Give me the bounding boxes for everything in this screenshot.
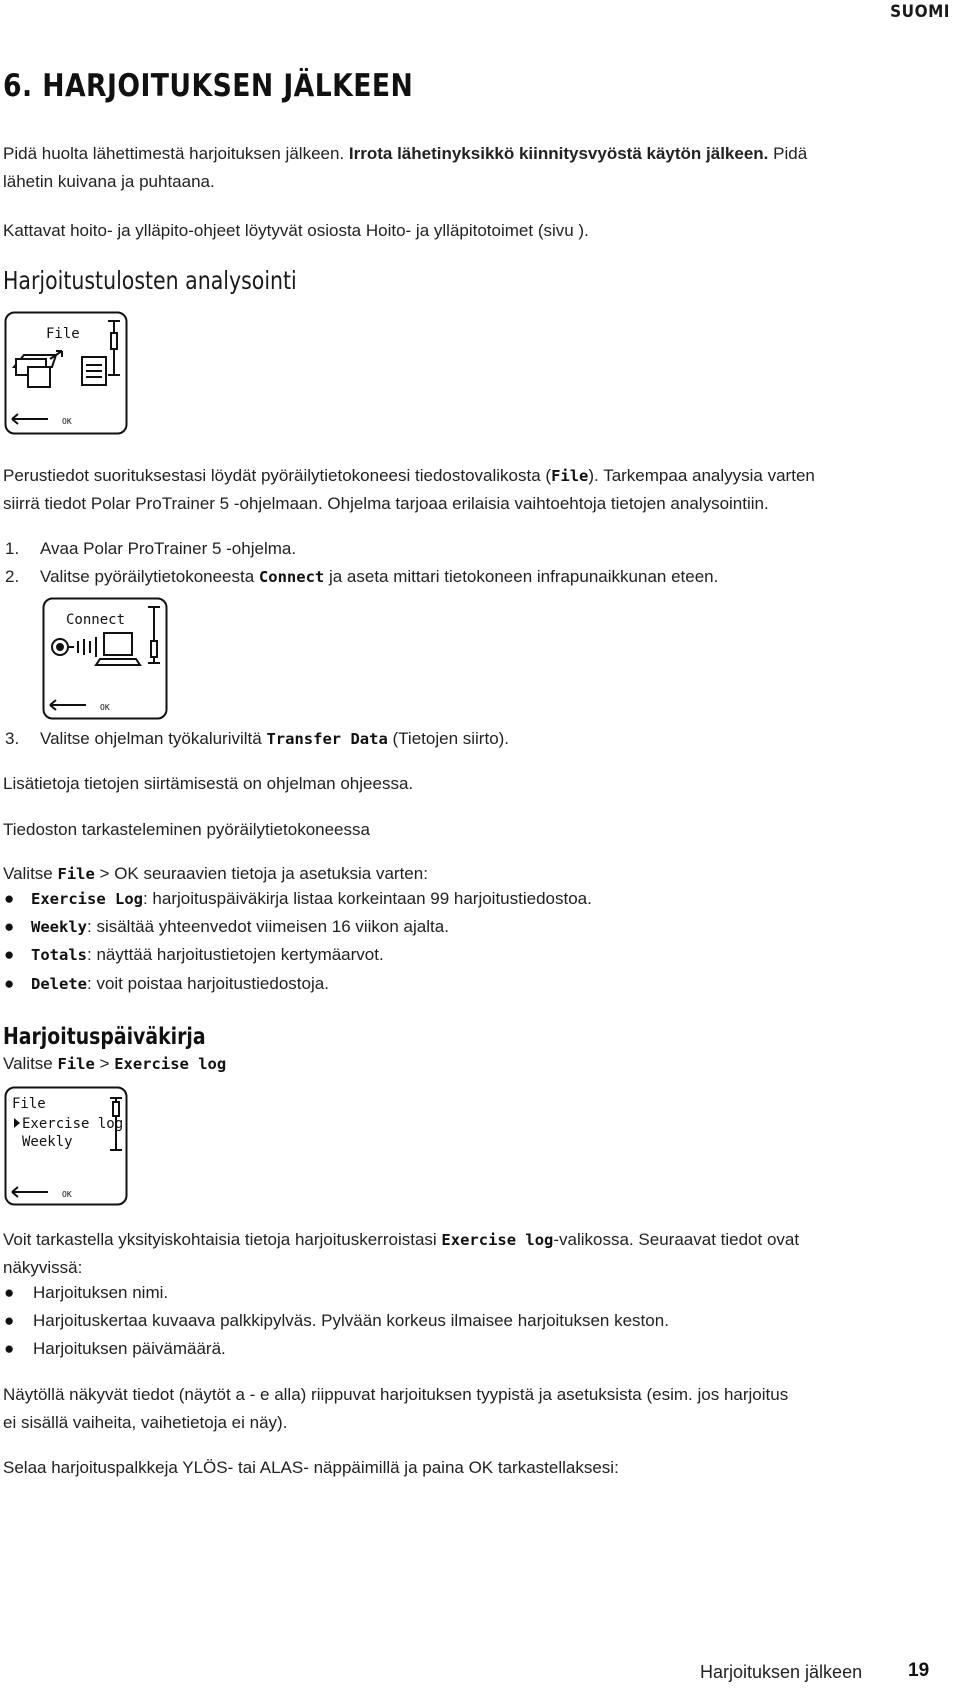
bullet-icon: ● (4, 889, 15, 908)
bullet-icon: ● (4, 1283, 15, 1302)
lcd-connect-title: Connect (66, 612, 126, 628)
display-info-paragraph: Näytöllä näkyvät tiedot (näytöt a - e alla) riippuvat harjoituksen tyypistä ja asetuksista (esim. jos harjoitus ei sisällä vaiheita, vaihetietoja ei näy). (3, 1385, 789, 1432)
step-2: Valitse pyöräilytietokoneesta Connect ja aseta mittari tietokoneen infrapunaikkunan eteen. (40, 567, 719, 586)
file-viewing-subheading: Tiedoston tarkasteleminen pyöräilytietokoneessa (3, 820, 370, 839)
language-label: SUOMI (890, 2, 950, 22)
step-1: Avaa Polar ProTrainer 5 -ohjelma. (40, 539, 297, 558)
chapter-title: 6. HARJOITUKSEN JÄLKEEN (3, 68, 414, 104)
lcd-ok-label: OK (100, 703, 110, 712)
section-title-analysis: Harjoitustulosten analysointi (3, 266, 297, 295)
lcd-connect-screen (42, 597, 168, 720)
log-select-instruction: Valitse File > Exercise log (3, 1054, 227, 1073)
lcd-file-menu-screen (4, 1086, 128, 1206)
lcd-menu-title: File (12, 1096, 46, 1112)
list-item-totals: Totals: näyttää harjoitustietojen kertymäarvot. (31, 945, 384, 964)
list-item-weekly: Weekly: sisältää yhteenvedot viimeisen 16 viikon ajalta. (31, 917, 449, 936)
step-3: Valitse ohjelman työkaluriviltä Transfer Data (Tietojen siirto). (40, 729, 510, 748)
analysis-paragraph: Perustiedot suorituksestasi löydät pyöräilytietokoneesi tiedostovalikosta (File). Tarkempaa analyysia varten siirrä tiedot Polar ProTrainer 5 -ohjelmaan. Ohjelma tarjoaa erilaisia vaihtoehtoja tietojen analysointiin. (3, 466, 815, 513)
list-item-delete: Delete: voit poistaa harjoitustiedostoja. (31, 974, 329, 993)
bullet-icon: ● (4, 1339, 15, 1358)
step-number-3: 3. (5, 729, 20, 748)
lcd-menu-item-1: Exercise log (22, 1116, 124, 1132)
bullet-icon: ● (4, 1311, 15, 1330)
step-number-2: 2. (5, 567, 20, 586)
bullet-icon: ● (4, 945, 15, 964)
list-item-bar-chart: Harjoituskertaa kuvaava palkkipylväs. Pylvään korkeus ilmaisee harjoituksen keston. (33, 1311, 669, 1330)
section-title-log: Harjoituspäiväkirja (3, 1024, 206, 1050)
step-number-1: 1. (5, 539, 20, 558)
lcd-file-title: File (46, 326, 80, 342)
list-item-date: Harjoituksen päivämäärä. (33, 1339, 226, 1358)
more-info-text: Lisätietoja tietojen siirtämisestä on ohjelman ohjeessa. (3, 774, 414, 793)
list-item-exercise-name: Harjoituksen nimi. (33, 1283, 169, 1302)
bullet-icon: ● (4, 974, 15, 993)
browse-instruction: Selaa harjoituspalkkeja YLÖS- tai ALAS- näppäimillä ja paina OK tarkastellaksesi: (3, 1458, 619, 1477)
intro-paragraph: Pidä huolta lähettimestä harjoituksen jälkeen. Irrota lähetinyksikkö kiinnitysvyöstä käytön jälkeen. Pidä lähetin kuivana ja puhtaana. (3, 144, 808, 191)
log-details-paragraph: Voit tarkastella yksityiskohtaisia tietoja harjoituskerroistasi Exercise log-valikossa. Seuraavat tiedot ovat näkyvissä: (3, 1230, 800, 1277)
lcd-menu-item-2: Weekly (22, 1134, 73, 1150)
lcd-ok-label: OK (62, 1190, 72, 1199)
lcd-file-screen (4, 311, 128, 435)
page-number: 19 (908, 1660, 930, 1681)
care-reference: Kattavat hoito- ja ylläpito-ohjeet löytyvät osiosta Hoito- ja ylläpitotoimet (sivu ). (3, 221, 589, 240)
bullet-icon: ● (4, 917, 15, 936)
lcd-ok-label: OK (62, 417, 72, 426)
file-select-instruction: Valitse File > OK seuraavien tietoja ja asetuksia varten: (3, 864, 428, 883)
footer-section-name: Harjoituksen jälkeen (700, 1662, 863, 1682)
list-item-exercise-log: Exercise Log: harjoituspäiväkirja listaa korkeintaan 99 harjoitustiedostoa. (31, 889, 592, 908)
